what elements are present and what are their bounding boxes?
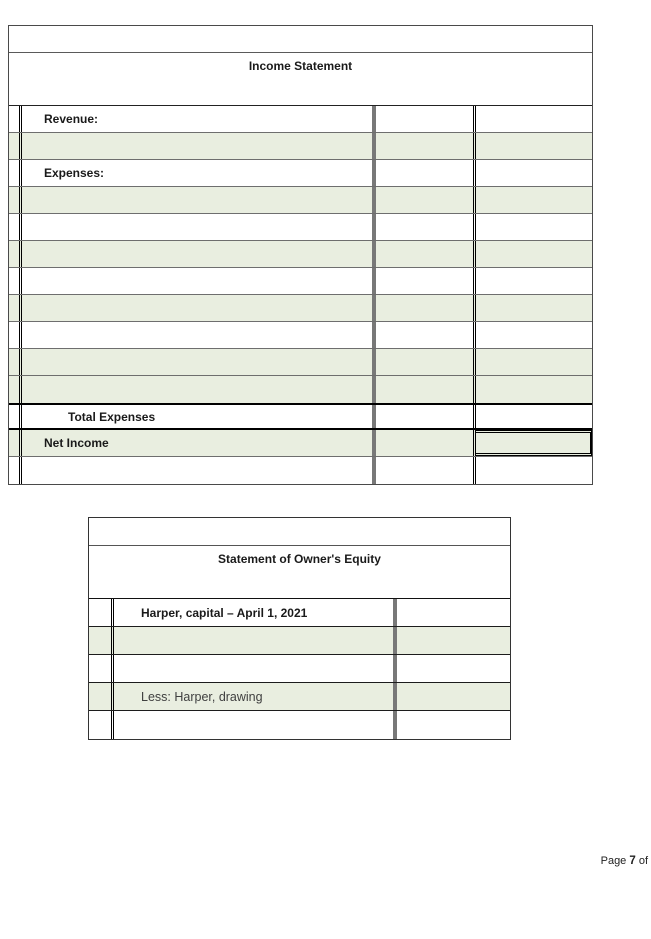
description-cell[interactable]	[22, 241, 376, 267]
row-marker-cell	[9, 187, 22, 213]
amount-cell-2[interactable]	[476, 322, 592, 348]
amount-cell-2[interactable]	[476, 268, 592, 294]
income-statement-blank-header-row[interactable]	[9, 26, 592, 53]
row-label: Harper, capital – April 1, 2021	[141, 605, 308, 620]
description-cell	[114, 683, 397, 710]
table-row	[9, 160, 592, 187]
row-marker-cell	[9, 376, 22, 403]
amount-cell-1[interactable]	[376, 268, 476, 294]
table-row	[9, 322, 592, 349]
table-row	[9, 268, 592, 295]
amount-cell-2[interactable]	[476, 405, 592, 428]
amount-cell-1[interactable]	[376, 133, 476, 159]
page-label-prefix: Page	[600, 855, 630, 867]
row-marker-cell	[9, 430, 22, 456]
row-marker-cell	[9, 349, 22, 375]
owners-equity-title: Statement of Owner's Equity	[218, 552, 381, 566]
description-cell[interactable]	[22, 295, 376, 321]
amount-cell-2[interactable]	[476, 295, 592, 321]
amount-cell-1[interactable]	[376, 214, 476, 240]
amount-cell[interactable]	[397, 683, 510, 710]
amount-cell-2[interactable]	[476, 133, 592, 159]
owners-equity-title-row	[89, 546, 510, 599]
amount-cell-2[interactable]	[476, 214, 592, 240]
table-row	[9, 457, 592, 484]
row-marker-cell	[9, 160, 22, 186]
row-label: Expenses:	[44, 166, 105, 180]
description-cell	[22, 160, 376, 186]
description-cell[interactable]	[22, 457, 376, 484]
total-expenses-row	[9, 403, 592, 430]
row-marker-cell	[9, 268, 22, 294]
table-row	[9, 133, 592, 160]
amount-cell[interactable]	[397, 711, 510, 739]
amount-cell-1[interactable]	[376, 106, 476, 132]
amount-cell-2[interactable]	[476, 457, 592, 484]
table-row	[89, 599, 510, 627]
table-row	[89, 711, 510, 739]
amount-cell-1[interactable]	[376, 187, 476, 213]
table-row	[9, 295, 592, 322]
amount-cell-2[interactable]	[476, 241, 592, 267]
row-label: Less: Harper, drawing	[141, 689, 263, 704]
description-cell	[22, 405, 376, 428]
description-cell[interactable]	[22, 214, 376, 240]
owners-equity-table	[88, 517, 511, 740]
amount-cell-2[interactable]	[476, 187, 592, 213]
description-cell[interactable]	[22, 349, 376, 375]
table-row	[89, 655, 510, 683]
amount-cell-1[interactable]	[376, 457, 476, 484]
description-cell[interactable]	[22, 268, 376, 294]
amount-cell-1[interactable]	[376, 376, 476, 403]
amount-cell-1[interactable]	[376, 322, 476, 348]
page-label-suffix: of	[635, 855, 648, 867]
table-row	[9, 187, 592, 214]
amount-cell-1[interactable]	[376, 295, 476, 321]
net-income-row	[9, 430, 592, 457]
row-marker-cell	[9, 322, 22, 348]
amount-cell-2[interactable]	[476, 376, 592, 403]
table-row	[9, 214, 592, 241]
income-statement-title: Income Statement	[248, 59, 353, 73]
description-cell	[22, 430, 376, 456]
table-row	[9, 106, 592, 133]
amount-cell[interactable]	[397, 627, 510, 654]
row-marker-cell	[89, 711, 114, 739]
amount-cell-1[interactable]	[376, 430, 476, 456]
amount-cell-2[interactable]	[476, 349, 592, 375]
table-row	[9, 376, 592, 403]
row-marker-cell	[9, 133, 22, 159]
amount-cell-1[interactable]	[376, 405, 476, 428]
row-marker-cell	[9, 405, 22, 428]
description-cell	[114, 599, 397, 626]
description-cell[interactable]	[22, 376, 376, 403]
amount-cell-1[interactable]	[376, 349, 476, 375]
amount-cell[interactable]	[397, 655, 510, 682]
row-label: Total Expenses	[68, 409, 156, 424]
income-statement-table	[8, 25, 593, 485]
table-row	[9, 241, 592, 268]
row-marker-cell	[9, 295, 22, 321]
description-cell[interactable]	[114, 655, 397, 682]
row-marker-cell	[9, 214, 22, 240]
description-cell[interactable]	[22, 133, 376, 159]
amount-cell-1[interactable]	[376, 241, 476, 267]
description-cell[interactable]	[22, 187, 376, 213]
page-footer	[601, 855, 648, 867]
amount-cell-2[interactable]	[476, 160, 592, 186]
row-marker-cell	[9, 106, 22, 132]
row-label: Net Income	[44, 436, 109, 450]
table-row	[89, 627, 510, 655]
row-marker-cell	[89, 683, 114, 710]
description-cell	[22, 106, 376, 132]
description-cell[interactable]	[114, 627, 397, 654]
row-label: Revenue:	[44, 112, 99, 126]
description-cell[interactable]	[22, 322, 376, 348]
amount-cell-1[interactable]	[376, 160, 476, 186]
amount-cell[interactable]	[397, 599, 510, 626]
description-cell[interactable]	[114, 711, 397, 739]
row-marker-cell	[89, 599, 114, 626]
net-income-amount-cell[interactable]	[476, 430, 592, 456]
owners-equity-blank-header-row[interactable]	[89, 518, 510, 546]
row-marker-cell	[9, 241, 22, 267]
table-row	[9, 349, 592, 376]
page-number: 7	[629, 855, 636, 867]
income-statement-title-row	[9, 53, 592, 106]
less-drawing-row	[89, 683, 510, 711]
row-marker-cell	[89, 627, 114, 654]
amount-cell-2[interactable]	[476, 106, 592, 132]
row-marker-cell	[9, 457, 22, 484]
row-marker-cell	[89, 655, 114, 682]
